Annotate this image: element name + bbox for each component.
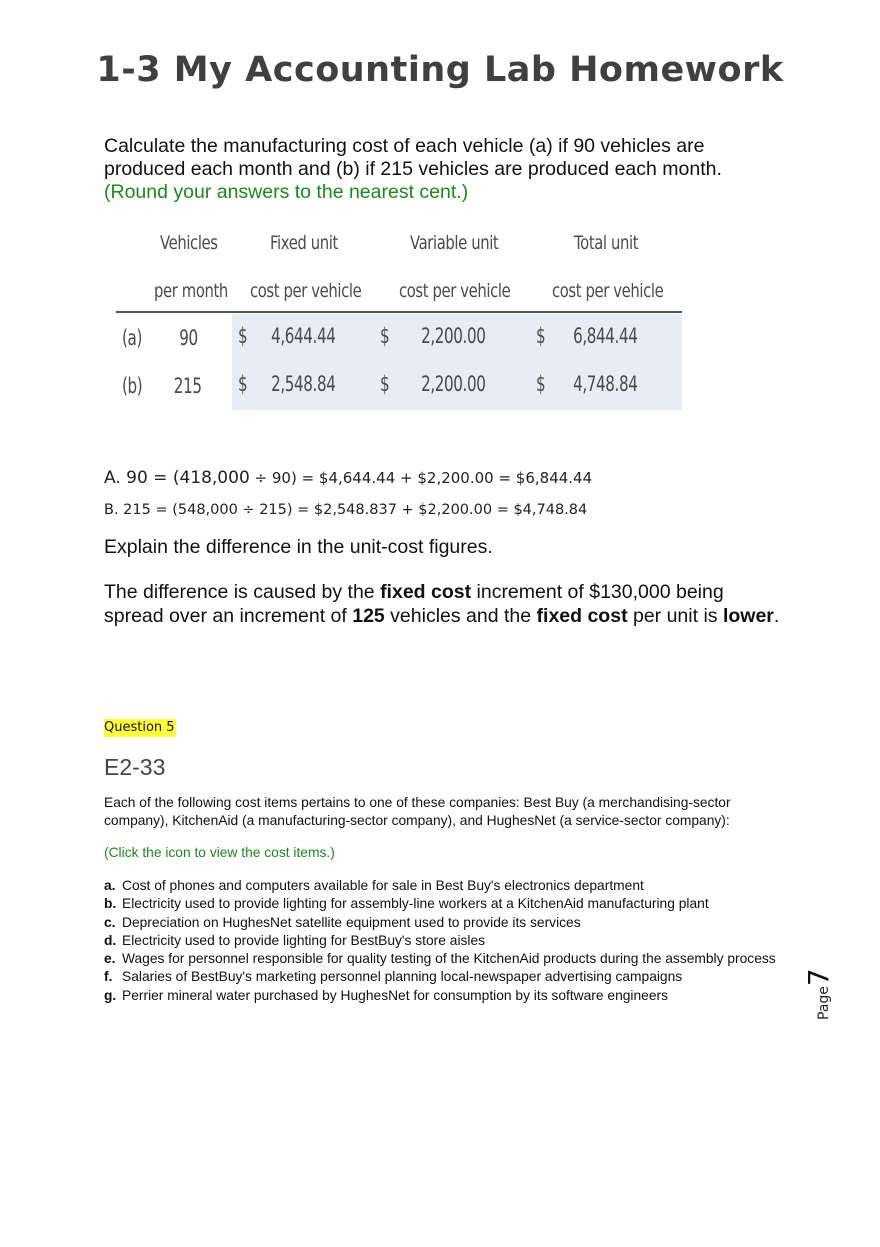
row-b-fixed-dollar: $ [238, 372, 248, 396]
row-a-variable-dollar: $ [380, 324, 390, 348]
list-item [104, 968, 784, 986]
header-total-line1: Total unit [574, 232, 639, 254]
row-b-variable-dollar: $ [380, 372, 390, 396]
item-letter: a. [104, 878, 116, 893]
item-text: Depreciation on HughesNet satellite equipment used to provide its services [122, 914, 581, 930]
exercise-description: Each of the following cost items pertains to one of these companies: Best Buy (a merchandising-sector company), KitchenAid (a manufacturing-sector company), and HughesNet (a service-sector company): [104, 795, 731, 828]
item-letter: d. [104, 932, 117, 948]
item-text: Cost of phones and computers available for sale in Best Buy's electronics department [122, 878, 644, 893]
item-letter: b. [104, 896, 117, 912]
header-divider [116, 311, 682, 313]
unit-cost-table [116, 222, 682, 412]
item-letter: c. [104, 914, 116, 930]
answer-bold-lower: lower [722, 604, 774, 627]
click-icon-note: (Click the icon to view the cost items.) [104, 845, 335, 860]
header-variable-line2: cost per vehicle [399, 280, 511, 302]
item-text: Electricity used to provide lighting for assembly-line workers at a KitchenAid manufacturing plant [122, 896, 709, 912]
exercise-code: E2-33 [104, 754, 166, 780]
header-variable-line1: Variable unit [410, 232, 499, 254]
calculation-a-rest: ÷ 90) = $4,644.44 + $2,200.00 = $6,844.44 [249, 469, 593, 487]
page-digit: 7 [802, 968, 835, 987]
explain-question: Explain the difference in the unit-cost figures. [104, 536, 493, 558]
item-letter: e. [104, 951, 116, 967]
row-a-fixed-dollar: $ [238, 324, 248, 348]
row-a-total-value: 6,844.44 [573, 324, 638, 348]
answer-text-2: increment of $130,000 being spread over an increment of [104, 581, 724, 627]
item-text: Salaries of BestBuy's marketing personnel planning local-newspaper advertising campaigns [122, 969, 683, 985]
explain-answer [104, 581, 784, 628]
item-letter: f. [104, 969, 113, 985]
row-a-fixed-value: 4,644.44 [271, 324, 336, 348]
header-vehicles-line2: per month [154, 280, 228, 302]
list-item [104, 987, 784, 1005]
calculation-a-prefix: A. 90 = (418,000 [104, 468, 250, 488]
row-b-fixed-value: 2,548.84 [271, 372, 336, 396]
row-b-label: (b) [122, 374, 143, 398]
answer-bold-fixed-cost: fixed cost [380, 581, 472, 603]
cost-items-list [104, 877, 784, 1005]
list-item [104, 914, 784, 932]
item-letter: g. [104, 987, 117, 1003]
problem-statement [104, 135, 784, 204]
rounding-note: (Round your answers to the nearest cent.) [104, 181, 469, 203]
page-word: Page [816, 986, 832, 1020]
list-item [104, 895, 784, 913]
problem-text: Calculate the manufacturing cost of each vehicle (a) if 90 vehicles are produced each month and (b) if 215 vehicles are produced each month. [104, 135, 722, 180]
calculation-a [104, 468, 592, 488]
question-label: Question 5 [104, 720, 175, 735]
item-text: Wages for personnel responsible for quality testing of the KitchenAid products during the assembly process [122, 951, 776, 967]
answer-text-4: per unit is [627, 604, 723, 627]
list-item [104, 877, 784, 895]
answer-bold-125: 125 [352, 604, 385, 627]
answer-text-1: The difference is caused by the [104, 581, 381, 603]
header-fixed-line2: cost per vehicle [250, 280, 362, 302]
item-text: Electricity used to provide lighting for BestBuy's store aisles [122, 932, 486, 948]
header-vehicles-line1: Vehicles [160, 232, 218, 254]
row-b-total-dollar: $ [536, 372, 546, 396]
calculation-b: B. 215 = (548,000 ÷ 215) = $2,548.837 + $2,200.00 = $4,748.84 [104, 502, 588, 518]
row-b-variable-value: 2,200.00 [421, 372, 486, 396]
row-a-label: (a) [122, 326, 142, 350]
page-number [802, 960, 852, 1020]
row-b-vehicles: 215 [174, 374, 202, 398]
list-item [104, 950, 784, 968]
row-a-variable-value: 2,200.00 [421, 324, 486, 348]
header-total-line2: cost per vehicle [552, 280, 664, 302]
item-text: Perrier mineral water purchased by HughesNet for consumption by its software engineers [122, 987, 669, 1003]
answer-text-5: . [773, 604, 780, 627]
row-a-vehicles: 90 [179, 326, 198, 350]
list-item [104, 932, 784, 950]
answer-bold-fixed-cost-2: fixed cost [536, 604, 628, 627]
answer-text-3: vehicles and the [384, 604, 537, 627]
row-a-total-dollar: $ [536, 324, 546, 348]
header-fixed-line1: Fixed unit [270, 232, 338, 254]
row-b-total-value: 4,748.84 [573, 372, 638, 396]
document-title: 1-3 My Accounting Lab Homework [96, 50, 784, 90]
